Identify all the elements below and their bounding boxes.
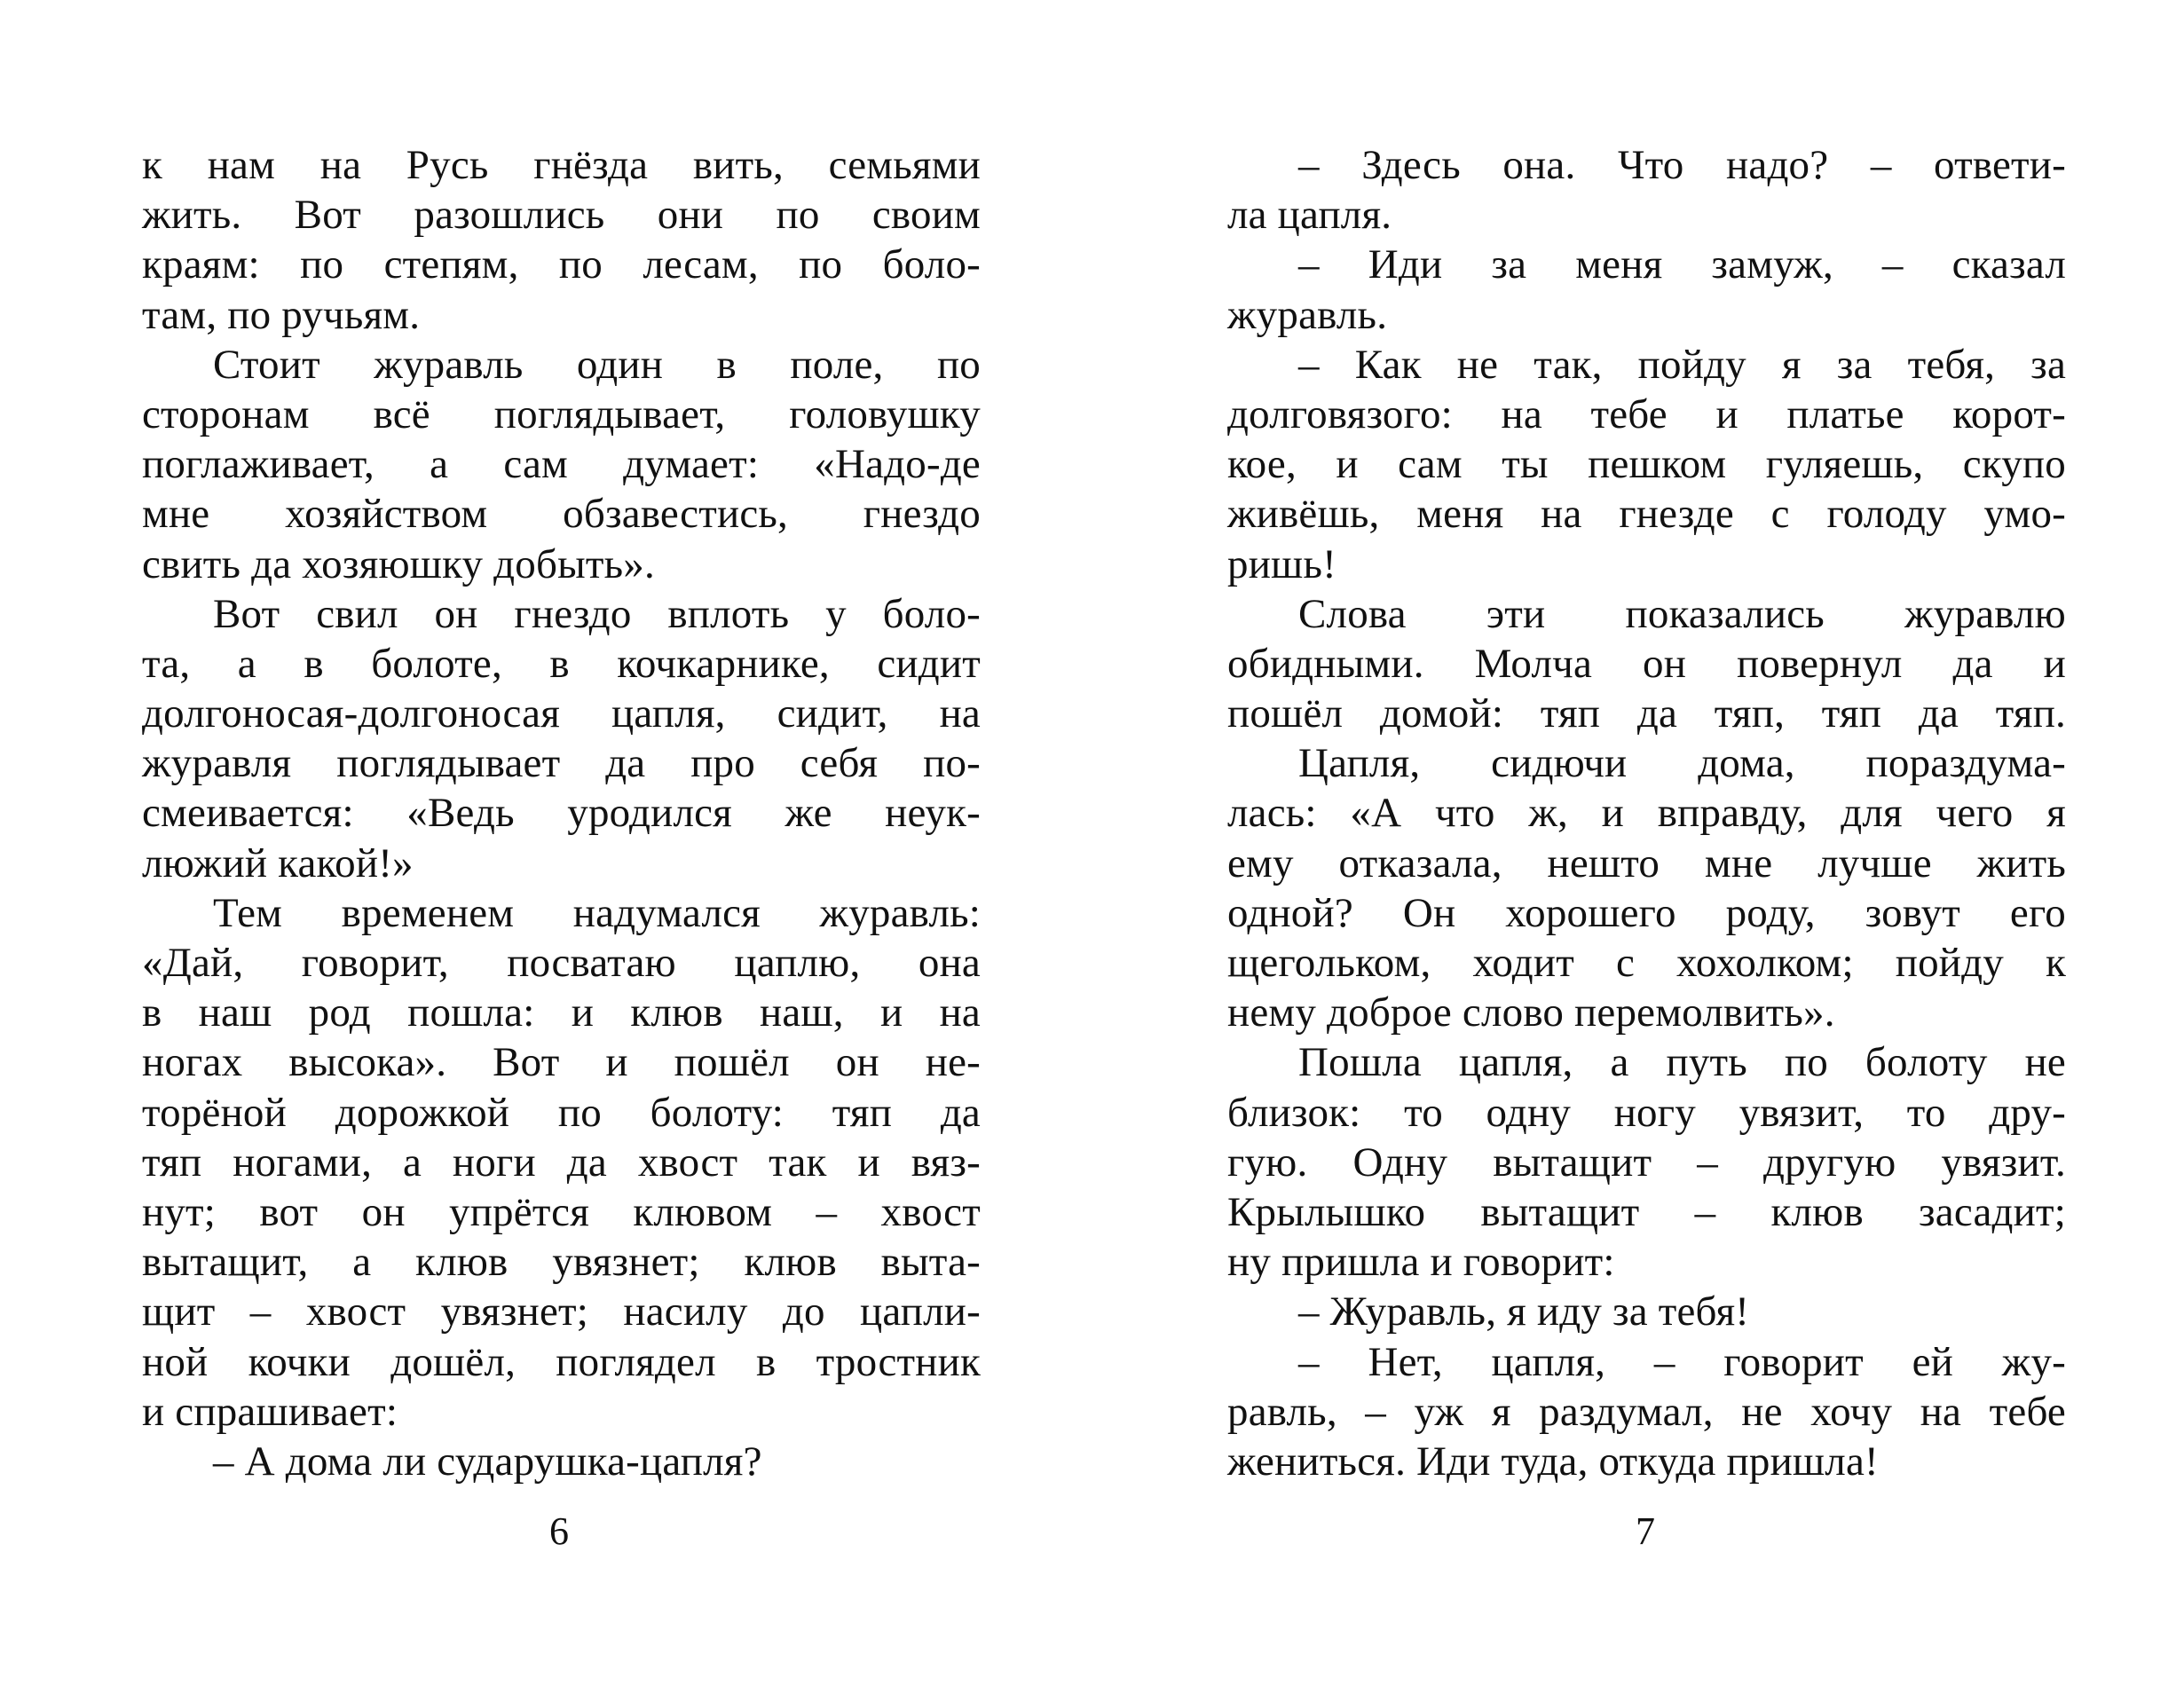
text-line: люжий какой!» bbox=[142, 839, 414, 886]
text-line: свить да хозяюшку добыть». bbox=[142, 540, 655, 587]
text-line: Пошла цапля, а путь по болоту не bbox=[1298, 1039, 2066, 1086]
text-line: – Иди за меня замуж, – сказал bbox=[1298, 241, 2066, 288]
text-line: поглаживает, а сам думает: «Надо-де bbox=[142, 441, 981, 488]
text-line: краям: по степям, по лесам, по боло- bbox=[142, 241, 981, 288]
text-line: ну пришла и говорит: bbox=[1227, 1239, 1615, 1286]
text-line: – Здесь она. Что надо? – ответи- bbox=[1298, 142, 2066, 188]
text-line: ла цапля. bbox=[1227, 192, 1392, 239]
text-line: и спрашивает: bbox=[142, 1388, 398, 1435]
text-line: – Нет, цапля, – говорит ей жу- bbox=[1298, 1338, 2066, 1385]
text-line: Тем временем надумался журавль: bbox=[213, 889, 981, 936]
text-line: лась: «А что ж, и вправду, для чего я bbox=[1227, 790, 2066, 837]
text-line: долгоносая-долгоносая цапля, сидит, на bbox=[142, 690, 981, 737]
text-line: близок: то одну ногу увязит, то дру- bbox=[1227, 1089, 2066, 1136]
text-line: сторонам всё поглядывает, головушку bbox=[142, 390, 981, 437]
text-line: обидными. Молча он повернул да и bbox=[1227, 640, 2066, 687]
text-line: гую. Одну вытащит – другую увязит. bbox=[1227, 1138, 2066, 1186]
text-line: «Дай, говорит, посватаю цаплю, она bbox=[142, 940, 981, 986]
text-line: равль, – уж я раздумал, не хочу на тебе bbox=[1227, 1388, 2066, 1435]
text-line: в наш род пошла: и клюв наш, и на bbox=[142, 989, 981, 1036]
text-line: кое, и сам ты пешком гуляешь, скупо bbox=[1227, 441, 2066, 488]
text-line: к нам на Русь гнёзда вить, семьями bbox=[142, 142, 981, 188]
text-line: пошёл домой: тяп да тяп, тяп да тяп. bbox=[1227, 690, 2066, 737]
text-line: живёшь, меня на гнезде с голоду умо- bbox=[1227, 491, 2066, 538]
text-line: Вот свил он гнездо вплоть у боло- bbox=[213, 590, 981, 637]
text-line: та, а в болоте, в кочкарнике, сидит bbox=[142, 640, 981, 687]
text-line: торёной дорожкой по болоту: тяп да bbox=[142, 1089, 981, 1136]
text-line: вытащит, а клюв увязнет; клюв выта- bbox=[142, 1239, 981, 1286]
text-line: Слова эти показались журавлю bbox=[1298, 590, 2066, 637]
text-line: жить. Вот разошлись они по своим bbox=[142, 192, 981, 239]
text-line: долговязого: на тебе и платье корот- bbox=[1227, 390, 2066, 437]
text-line: щегольком, ходит с хохолком; пойду к bbox=[1227, 940, 2066, 986]
text-line: ему отказала, нешто мне лучше жить bbox=[1227, 839, 2066, 886]
text-line: ной кочки дошёл, поглядел в тростник bbox=[142, 1338, 981, 1385]
left-page-number: 6 bbox=[549, 1509, 569, 1553]
text-line: нут; вот он упрётся клювом – хвост bbox=[142, 1188, 981, 1235]
text-line: Цапля, сидючи дома, пораздума- bbox=[1298, 740, 2066, 787]
text-line: – Журавль, я иду за тебя! bbox=[1298, 1288, 1750, 1335]
text-line: ногах высока». Вот и пошёл он не- bbox=[142, 1039, 981, 1086]
text-line: Крылышко вытащит – клюв засадит; bbox=[1227, 1188, 2066, 1235]
text-line: жениться. Иди туда, откуда пришла! bbox=[1227, 1438, 1879, 1485]
right-page-number: 7 bbox=[1636, 1509, 1655, 1553]
text-line: журавль. bbox=[1227, 291, 1388, 338]
text-line: одной? Он хорошего роду, зовут его bbox=[1227, 889, 2066, 936]
right-page-text bbox=[1227, 140, 2066, 1486]
text-line: – Как не так, пойду я за тебя, за bbox=[1298, 341, 2066, 388]
text-line: тяп ногами, а ноги да хвост так и вяз- bbox=[142, 1138, 981, 1186]
text-line: мне хозяйством обзавестись, гнездо bbox=[142, 491, 981, 538]
text-line: ришь! bbox=[1227, 540, 1336, 587]
text-line: Стоит журавль один в поле, по bbox=[213, 341, 981, 388]
text-line: там, по ручьям. bbox=[142, 291, 421, 338]
text-line: – А дома ли сударушка-цапля? bbox=[213, 1438, 762, 1485]
left-page-text bbox=[142, 140, 981, 1486]
text-line: щит – хвост увязнет; насилу до цапли- bbox=[142, 1288, 981, 1335]
text-line: журавля поглядывает да про себя по- bbox=[142, 740, 981, 787]
text-line: нему доброе слово перемолвить». bbox=[1227, 989, 1835, 1036]
text-line: смеивается: «Ведь уродился же неук- bbox=[142, 790, 981, 837]
